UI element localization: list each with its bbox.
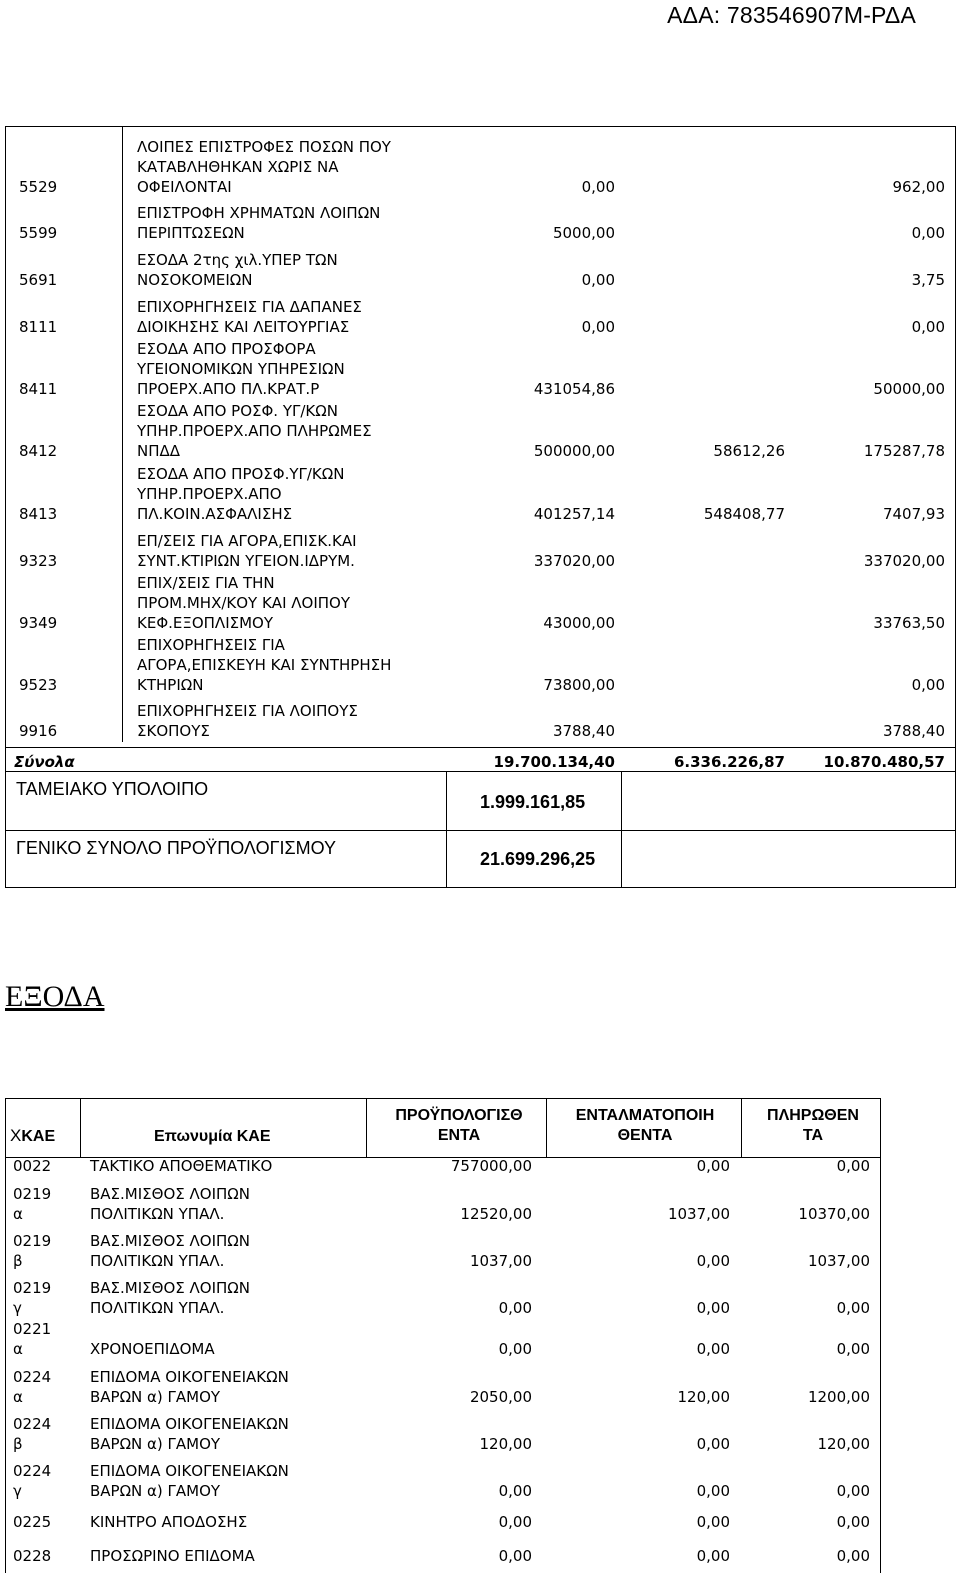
expense-code-line: 0224 (13, 1368, 52, 1386)
expense-description-line: ΕΠΙΔΟΜΑ ΟΙΚΟΓΕΝΕΙΑΚΩΝ (90, 1415, 289, 1433)
expense-code (13, 1546, 51, 1566)
summary-divider-1 (446, 771, 447, 887)
revenue-paid: 337020,00 (863, 552, 945, 570)
expense-paid: 0,00 (836, 1340, 870, 1358)
revenue-description (137, 203, 437, 243)
revenue-budget: 337020,00 (533, 552, 615, 570)
totals-top-rule (6, 747, 955, 748)
expense-description-line: ΒΑΡΩΝ α) ΓΑΜΟΥ (90, 1482, 221, 1500)
expense-paid: 10370,00 (798, 1205, 870, 1223)
expense-description-line: ΒΑΣ.ΜΙΣΘΟΣ ΛΟΙΠΩΝ (90, 1279, 250, 1297)
revenue-budget: 500000,00 (533, 442, 615, 460)
expense-description-line: ΒΑΡΩΝ α) ΓΑΜΟΥ (90, 1435, 221, 1453)
expense-paid: 0,00 (836, 1482, 870, 1500)
expense-budget: 0,00 (498, 1340, 532, 1358)
grand-total-value: 21.699.296,25 (480, 849, 596, 869)
revenue-description (137, 339, 437, 399)
expense-code-line: 0224 (13, 1462, 52, 1480)
revenue-description-line: ΥΠΗΡ.ΠΡΟΕΡΧ.ΑΠΟ ΠΛΗΡΩΜΕΣ (137, 422, 372, 440)
expense-code (13, 1319, 51, 1359)
totals-budget: 19.700.134,40 (493, 753, 615, 771)
revenue-code: 9323 (19, 552, 58, 570)
header-divider-4 (741, 1099, 742, 1157)
revenue-paid: 7407,93 (882, 505, 945, 523)
expense-code (13, 1156, 51, 1176)
expense-code-line: β (13, 1435, 23, 1453)
expense-description-line: ΧΡΟΝΟΕΠΙΔΟΜΑ (90, 1340, 215, 1358)
expense-code (13, 1184, 51, 1224)
treasury-rule (6, 830, 955, 831)
revenue-description-line: ΣΥΝΤ.ΚΤΙΡΙΩΝ ΥΓΕΙΟΝ.ΙΔΡΥΜ. (137, 552, 355, 570)
revenue-description (137, 464, 437, 524)
revenue-description-line: ΕΠΙΧΟΡΗΓΗΣΕΙΣ ΓΙΑ ΛΟΙΠΟΥΣ (137, 702, 358, 720)
revenue-description-line: ΕΠΙΧΟΡΗΓΗΣΕΙΣ ΓΙΑ ΔΑΠΑΝΕΣ (137, 298, 362, 316)
revenue-code: 8111 (19, 318, 58, 336)
expense-committed: 0,00 (696, 1299, 730, 1317)
expense-paid: 1037,00 (807, 1252, 870, 1270)
revenue-row (6, 574, 955, 633)
header-committed: ΕΝΤΑΛΜΑΤΟΠΟΙΗ ΘΕΝΤΑ (575, 1107, 715, 1144)
expense-code-line: 0224 (13, 1415, 52, 1433)
expense-paid: 120,00 (817, 1435, 870, 1453)
revenue-budget: 401257,14 (533, 505, 615, 523)
revenue-description-line: ΣΚΟΠΟΥΣ (137, 722, 210, 740)
revenue-description (137, 701, 437, 741)
expense-description (90, 1512, 420, 1532)
revenue-budget: 43000,00 (543, 614, 615, 632)
revenue-description-line: ΠΡΟΜ.ΜΗΧ/ΚΟΥ ΚΑΙ ΛΟΙΠΟΥ (137, 594, 350, 612)
expense-code (13, 1231, 51, 1271)
revenue-code: 9916 (19, 722, 58, 740)
expense-row (6, 1156, 880, 1176)
revenue-description-line: ΝΟΣΟΚΟΜΕΙΩΝ (137, 271, 253, 289)
revenue-paid: 0,00 (911, 224, 945, 242)
expense-description (90, 1461, 420, 1501)
revenue-paid: 175287,78 (863, 442, 945, 460)
expense-description-line: ΕΠΙΔΟΜΑ ΟΙΚΟΓΕΝΕΙΑΚΩΝ (90, 1462, 289, 1480)
expense-committed: 120,00 (677, 1388, 730, 1406)
expense-budget: 0,00 (498, 1547, 532, 1565)
revenue-paid: 3788,40 (882, 722, 945, 740)
revenue-description-line: ΠΛ.ΚΟΙΝ.ΑΣΦΑΛΙΣΗΣ (137, 505, 293, 523)
expense-description (90, 1414, 420, 1454)
revenue-code: 8411 (19, 380, 58, 398)
expense-description-line: ΠΟΛΙΤΙΚΩΝ ΥΠΑΛ. (90, 1299, 225, 1317)
revenue-description (137, 635, 437, 695)
revenue-row (6, 402, 955, 461)
revenue-description-line: ΠΕΡΙΠΤΩΣΕΩΝ (137, 224, 245, 242)
revenue-description-line: ΕΣΟΔΑ ΑΠΟ ΠΡΟΣΦ.ΥΓ/ΚΩΝ (137, 465, 345, 483)
expense-code-line: β (13, 1252, 23, 1270)
expense-budget: 120,00 (479, 1435, 532, 1453)
revenue-description-line: ΕΣΟΔΑ ΑΠΟ ΠΡΟΣΦΟΡΑ (137, 340, 316, 358)
expense-committed: 0,00 (696, 1547, 730, 1565)
expense-description-line: ΕΠΙΔΟΜΑ ΟΙΚΟΓΕΝΕΙΑΚΩΝ (90, 1368, 289, 1386)
header-budget: ΠΡΟΫΠΟΛΟΓΙΣΘ ΕΝΤΑ (395, 1107, 523, 1144)
header-divider-3 (546, 1099, 547, 1157)
revenue-description-line: ΚΑΤΑΒΛΗΘΗΚΑΝ ΧΩΡΙΣ ΝΑ (137, 158, 339, 176)
revenue-description-line: ΚΕΦ.ΕΞΟΠΛΙΣΜΟΥ (137, 614, 274, 632)
expense-description (90, 1231, 420, 1271)
revenue-description-line: ΕΣΟΔΑ ΑΠΟ ΡΟΣΦ. ΥΓ/ΚΩΝ (137, 402, 338, 420)
revenue-row (6, 298, 955, 337)
expense-row (6, 1232, 880, 1271)
revenue-paid: 0,00 (911, 318, 945, 336)
header-kae: ΧΚΑΕ (10, 1126, 56, 1145)
expense-row (6, 1320, 880, 1359)
expenses-heading: ΕΞΟΔΑ (5, 980, 105, 1013)
expense-row (6, 1512, 880, 1532)
expense-code-line: 0219 (13, 1185, 52, 1203)
revenue-committed: 548408,77 (703, 505, 785, 523)
expense-code-line: 0219 (13, 1232, 52, 1250)
expense-code-line: 0221 (13, 1320, 52, 1338)
expense-paid: 1200,00 (807, 1388, 870, 1406)
revenue-committed: 58612,26 (713, 442, 785, 460)
revenue-description (137, 531, 437, 571)
expense-description-line: ΚΙΝΗΤΡΟ ΑΠΟΔΟΣΗΣ (90, 1513, 248, 1531)
expense-row (6, 1462, 880, 1501)
revenue-description-line: ΕΣΟΔΑ 2της χιλ.ΥΠΕΡ ΤΩΝ (137, 251, 338, 269)
revenue-budget: 3788,40 (552, 722, 615, 740)
revenue-row (6, 251, 955, 290)
header-divider-1 (80, 1099, 81, 1157)
expense-code-line: 0228 (13, 1547, 52, 1565)
expense-code (13, 1367, 51, 1407)
expense-description-line: ΠΟΛΙΤΙΚΩΝ ΥΠΑΛ. (90, 1205, 225, 1223)
revenue-row (6, 204, 955, 243)
expense-committed: 0,00 (696, 1513, 730, 1531)
expense-row (6, 1415, 880, 1454)
revenue-description (137, 250, 437, 290)
grand-total-label: ΓΕΝΙΚΟ ΣΥΝΟΛΟ ΠΡΟΫΠΟΛΟΓΙΣΜΟΥ (16, 838, 337, 858)
code-column-divider (122, 127, 123, 742)
revenue-description-line: ΕΠΙΧΟΡΗΓΗΣΕΙΣ ΓΙΑ (137, 636, 285, 654)
totals-paid: 10.870.480,57 (823, 753, 945, 771)
expense-description-line: ΤΑΚΤΙΚΟ ΑΠΟΘΕΜΑΤΙΚΟ (90, 1157, 273, 1175)
revenue-code: 9349 (19, 614, 58, 632)
revenue-table (5, 126, 956, 888)
revenue-description (137, 137, 437, 197)
expense-budget: 1037,00 (469, 1252, 532, 1270)
revenue-budget: 0,00 (581, 318, 615, 336)
expense-code (13, 1278, 51, 1318)
expense-committed: 1037,00 (667, 1205, 730, 1223)
header-paid: ΠΛΗΡΩΘΕΝ ΤΑ (767, 1107, 859, 1144)
revenue-description-line: ΥΓΕΙΟΝΟΜΙΚΩΝ ΥΠΗΡΕΣΙΩΝ (137, 360, 345, 378)
expense-committed: 0,00 (696, 1340, 730, 1358)
revenue-code: 5529 (19, 178, 58, 196)
expense-code-line: α (13, 1340, 23, 1358)
revenue-row (6, 702, 955, 741)
revenue-row (6, 636, 955, 695)
expense-description-line: ΒΑΡΩΝ α) ΓΑΜΟΥ (90, 1388, 221, 1406)
expense-description (90, 1278, 420, 1318)
expense-budget: 757000,00 (450, 1157, 532, 1175)
header-name: Επωνυμία ΚΑΕ (154, 1128, 271, 1145)
revenue-row (6, 138, 955, 197)
revenue-row (6, 532, 955, 571)
revenue-description (137, 401, 437, 461)
revenue-code: 8413 (19, 505, 58, 523)
revenue-description-line: ΕΠ/ΣΕΙΣ ΓΙΑ ΑΓΟΡΑ,ΕΠΙΣΚ.ΚΑΙ (137, 532, 357, 550)
revenue-description-line: ΚΤΗΡΙΩΝ (137, 676, 204, 694)
expense-description (90, 1339, 420, 1359)
revenue-description-line: ΕΠΙΣΤΡΟΦΗ ΧΡΗΜΑΤΩΝ ΛΟΙΠΩΝ (137, 204, 381, 222)
expense-description-line: ΒΑΣ.ΜΙΣΘΟΣ ΛΟΙΠΩΝ (90, 1232, 250, 1250)
expense-code-line: γ (13, 1482, 22, 1500)
revenue-description-line: ΑΓΟΡΑ,ΕΠΙΣΚΕΥΗ ΚΑΙ ΣΥΝΤΗΡΗΣΗ (137, 656, 392, 674)
revenue-budget: 5000,00 (552, 224, 615, 242)
expense-code-line: 0225 (13, 1513, 52, 1531)
ada-code: ΑΔΑ: 783546907Μ-ΡΔΑ (667, 2, 916, 28)
revenue-paid: 0,00 (911, 676, 945, 694)
expense-row (6, 1368, 880, 1407)
revenue-code: 9523 (19, 676, 58, 694)
revenue-row (6, 340, 955, 399)
expense-paid: 0,00 (836, 1513, 870, 1531)
expenses-table (5, 1098, 881, 1573)
expense-committed: 0,00 (696, 1252, 730, 1270)
revenue-description-line: ΛΟΙΠΕΣ ΕΠΙΣΤΡΟΦΕΣ ΠΟΣΩΝ ΠΟΥ (137, 138, 391, 156)
expense-code-line: γ (13, 1299, 22, 1317)
revenue-budget: 0,00 (581, 271, 615, 289)
revenue-description-line: ΕΠΙΧ/ΣΕΙΣ ΓΙΑ ΤΗΝ (137, 574, 275, 592)
expense-paid: 0,00 (836, 1157, 870, 1175)
revenue-code: 8412 (19, 442, 58, 460)
expense-row (6, 1279, 880, 1318)
expense-description (90, 1367, 420, 1407)
revenue-budget: 0,00 (581, 178, 615, 196)
revenue-budget: 73800,00 (543, 676, 615, 694)
expense-budget: 2050,00 (469, 1388, 532, 1406)
expense-row (6, 1185, 880, 1224)
expense-description-line: ΠΟΛΙΤΙΚΩΝ ΥΠΑΛ. (90, 1252, 225, 1270)
expense-budget: 12520,00 (460, 1205, 532, 1223)
totals-bottom-rule (6, 771, 955, 772)
revenue-paid: 3,75 (911, 271, 945, 289)
revenue-paid: 33763,50 (873, 614, 945, 632)
expense-code-line: 0219 (13, 1279, 52, 1297)
treasury-value: 1.999.161,85 (480, 792, 586, 812)
header-divider-2 (366, 1099, 367, 1157)
revenue-description-line: ΠΡΟΕΡΧ.ΑΠΟ ΠΛ.ΚΡΑΤ.Ρ (137, 380, 320, 398)
revenue-description-line: ΔΙΟΙΚΗΣΗΣ ΚΑΙ ΛΕΙΤΟΥΡΓΙΑΣ (137, 318, 350, 336)
expense-description (90, 1184, 420, 1224)
expense-budget: 0,00 (498, 1513, 532, 1531)
expense-budget: 0,00 (498, 1482, 532, 1500)
expense-budget: 0,00 (498, 1299, 532, 1317)
expense-code-line: 0022 (13, 1157, 52, 1175)
totals-committed: 6.336.226,87 (673, 753, 785, 771)
totals-label: Σύνολα (14, 753, 75, 771)
expense-description (90, 1156, 420, 1176)
revenue-description-line: ΝΠΔΔ (137, 442, 181, 460)
expense-committed: 0,00 (696, 1482, 730, 1500)
expense-code (13, 1414, 51, 1454)
revenue-code: 5691 (19, 271, 58, 289)
revenue-code: 5599 (19, 224, 58, 242)
expense-description-line: ΠΡΟΣΩΡΙΝΟ ΕΠΙΔΟΜΑ (90, 1547, 255, 1565)
expense-code-line: α (13, 1205, 23, 1223)
summary-divider-2 (621, 771, 622, 887)
revenue-description-line: ΥΠΗΡ.ΠΡΟΕΡΧ.ΑΠΟ (137, 485, 282, 503)
expense-code-line: α (13, 1388, 23, 1406)
revenue-paid: 962,00 (892, 178, 945, 196)
expense-paid: 0,00 (836, 1299, 870, 1317)
expense-committed: 0,00 (696, 1157, 730, 1175)
revenue-paid: 50000,00 (873, 380, 945, 398)
revenue-budget: 431054,86 (533, 380, 615, 398)
expense-committed: 0,00 (696, 1435, 730, 1453)
expense-code (13, 1512, 51, 1532)
revenue-description (137, 297, 437, 337)
revenue-description-line: ΟΦΕΙΛΟΝΤΑΙ (137, 178, 232, 196)
treasury-label: ΤΑΜΕΙΑΚΟ ΥΠΟΛΟΙΠΟ (16, 779, 209, 799)
expense-row (6, 1546, 880, 1566)
expense-description (90, 1546, 420, 1566)
expense-code (13, 1461, 51, 1501)
expense-description-line: ΒΑΣ.ΜΙΣΘΟΣ ΛΟΙΠΩΝ (90, 1185, 250, 1203)
expense-paid: 0,00 (836, 1547, 870, 1565)
revenue-description (137, 573, 437, 633)
revenue-row (6, 465, 955, 524)
